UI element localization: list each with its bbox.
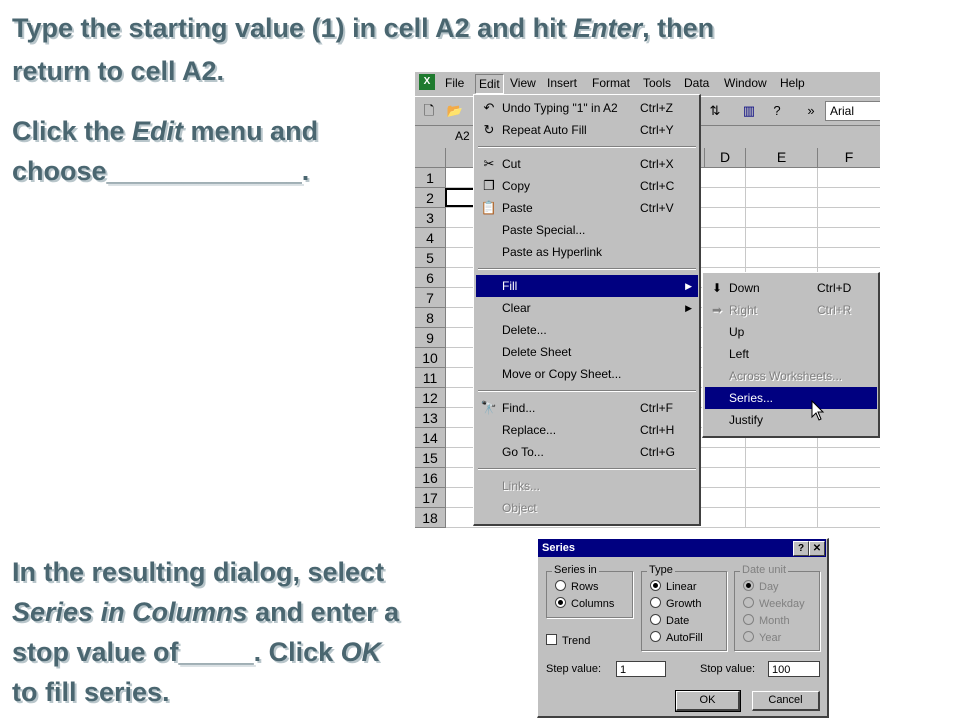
row-header[interactable]: 11 bbox=[415, 368, 446, 388]
menu-item-label: Delete Sheet bbox=[502, 345, 572, 359]
edit-menu-item[interactable] bbox=[476, 97, 698, 119]
radio-year[interactable] bbox=[743, 631, 781, 645]
radio-weekday[interactable] bbox=[743, 597, 805, 611]
menu-help[interactable]: Help bbox=[780, 76, 805, 90]
menu-edit[interactable]: Edit bbox=[475, 74, 504, 94]
row-header[interactable]: 17 bbox=[415, 488, 446, 508]
radio-icon bbox=[650, 631, 661, 642]
instruction-emphasis: Series in Columns bbox=[12, 597, 248, 627]
group-label: Type bbox=[649, 564, 673, 576]
radio-icon bbox=[650, 597, 661, 608]
instruction-emphasis: Edit bbox=[132, 116, 184, 146]
copy-icon: ❐ bbox=[483, 178, 495, 193]
active-cell-a2[interactable] bbox=[445, 188, 475, 207]
row-header[interactable]: 14 bbox=[415, 428, 446, 448]
ok-button[interactable]: OK bbox=[676, 691, 740, 711]
radio-icon bbox=[555, 580, 566, 591]
undo-icon: ↶ bbox=[483, 100, 495, 115]
instruction-text: Click the bbox=[12, 116, 133, 146]
fill-submenu-item[interactable] bbox=[705, 387, 877, 409]
series-dialog bbox=[537, 538, 829, 718]
menu-item-label: Justify bbox=[729, 413, 764, 427]
group-label: Date unit bbox=[742, 564, 787, 576]
stop-value-label: Stop value: bbox=[700, 663, 756, 675]
series-in-group bbox=[546, 564, 633, 618]
menu-bar bbox=[415, 72, 880, 94]
row-header[interactable]: 18 bbox=[415, 508, 446, 528]
step-value-label: Step value: bbox=[546, 663, 602, 675]
row-header[interactable]: 1 bbox=[415, 168, 446, 188]
menu-item-label: Go To... bbox=[502, 445, 544, 459]
edit-menu-item[interactable] bbox=[476, 275, 698, 297]
radio-linear[interactable] bbox=[650, 580, 697, 594]
fill-submenu-item[interactable] bbox=[705, 277, 877, 299]
radio-selected-icon bbox=[650, 580, 661, 591]
menu-data[interactable]: Data bbox=[684, 76, 710, 90]
menu-tools[interactable]: Tools bbox=[643, 76, 672, 90]
menu-view[interactable]: View bbox=[510, 76, 536, 90]
instruction-step-4-cont bbox=[12, 676, 170, 709]
option-label: Trend bbox=[562, 635, 591, 647]
option-label: Columns bbox=[571, 598, 615, 610]
menu-item-label: Down bbox=[729, 281, 760, 295]
radio-growth[interactable] bbox=[650, 597, 701, 611]
row-header[interactable]: 8 bbox=[415, 308, 446, 328]
dialog-title: Series bbox=[542, 542, 576, 554]
menu-item-label: Move or Copy Sheet... bbox=[502, 367, 622, 381]
menu-item-shortcut: Ctrl+C bbox=[640, 179, 675, 193]
fill-submenu-item[interactable] bbox=[705, 343, 877, 365]
row-header[interactable]: 3 bbox=[415, 208, 446, 228]
option-label: Linear bbox=[666, 581, 697, 593]
edit-menu-item[interactable] bbox=[476, 175, 698, 197]
row-header[interactable]: 6 bbox=[415, 268, 446, 288]
menu-item-label: Object bbox=[502, 501, 537, 515]
instruction-text: menu and bbox=[183, 116, 319, 146]
menu-item-shortcut: Ctrl+Z bbox=[640, 101, 673, 115]
option-label: Day bbox=[759, 581, 779, 593]
radio-columns[interactable] bbox=[555, 597, 614, 611]
menu-item-label: Right bbox=[729, 303, 758, 317]
instruction-text: and enter a bbox=[247, 597, 400, 627]
row-header[interactable]: 9 bbox=[415, 328, 446, 348]
menu-item-label: Delete... bbox=[502, 323, 547, 337]
submenu-arrow-icon: ▶ bbox=[685, 281, 692, 291]
font-name-box[interactable]: Arial bbox=[825, 101, 880, 121]
edit-menu-item[interactable] bbox=[476, 197, 698, 219]
menu-item-shortcut: Ctrl+H bbox=[640, 423, 675, 437]
menu-item-shortcut: Ctrl+G bbox=[640, 445, 676, 459]
scissors-icon: ✂ bbox=[483, 156, 495, 171]
option-label: Weekday bbox=[759, 598, 805, 610]
fill-submenu-item[interactable] bbox=[705, 409, 877, 431]
edit-menu-item[interactable] bbox=[476, 397, 698, 419]
fill-down-icon: ⬇ bbox=[711, 281, 723, 295]
edit-menu-item[interactable] bbox=[476, 319, 698, 341]
edit-menu-item[interactable] bbox=[476, 341, 698, 363]
radio-date[interactable] bbox=[650, 614, 689, 628]
mouse-cursor-icon bbox=[811, 400, 825, 422]
edit-menu-item[interactable] bbox=[476, 419, 698, 441]
radio-selected-icon bbox=[555, 597, 566, 608]
edit-menu-item[interactable] bbox=[476, 297, 698, 319]
help-icon[interactable]: ? bbox=[773, 103, 781, 118]
toolbar-options-icon[interactable]: » bbox=[807, 103, 815, 118]
radio-rows[interactable] bbox=[555, 580, 599, 594]
dialog-title-bar bbox=[538, 539, 826, 557]
option-label: Date bbox=[666, 615, 690, 627]
fill-submenu-item[interactable] bbox=[705, 299, 877, 321]
step-value-input[interactable]: 1 bbox=[616, 661, 666, 677]
date-unit-group bbox=[734, 564, 820, 651]
menu-item-shortcut: Ctrl+R bbox=[817, 303, 852, 317]
row-header[interactable]: 12 bbox=[415, 388, 446, 408]
column-header-d[interactable]: D bbox=[705, 148, 746, 168]
help-button[interactable]: ? bbox=[793, 541, 809, 556]
redo-icon: ↻ bbox=[483, 122, 495, 137]
instruction-text: , then bbox=[642, 13, 715, 43]
menu-item-label: Paste bbox=[502, 201, 533, 215]
menu-item-label: Across Worksheets... bbox=[729, 369, 843, 383]
row-header[interactable]: 10 bbox=[415, 348, 446, 368]
radio-icon bbox=[743, 597, 754, 608]
instruction-step-3 bbox=[12, 556, 384, 589]
edit-menu-item[interactable] bbox=[476, 219, 698, 241]
radio-day[interactable] bbox=[743, 580, 779, 594]
option-label: Month bbox=[759, 615, 790, 627]
open-folder-icon[interactable]: 📂 bbox=[446, 103, 464, 118]
stop-value-input[interactable]: 100 bbox=[768, 661, 820, 677]
menu-item-label: Replace... bbox=[502, 423, 557, 437]
edit-menu-dropdown bbox=[473, 94, 701, 526]
excel-logo-icon: X bbox=[419, 74, 435, 90]
row-header[interactable]: 13 bbox=[415, 408, 446, 428]
row-header[interactable]: 7 bbox=[415, 288, 446, 308]
edit-menu-item[interactable] bbox=[476, 363, 698, 385]
menu-item-shortcut: Ctrl+X bbox=[640, 157, 674, 171]
instruction-step-2-cont bbox=[12, 155, 309, 188]
column-header-e[interactable]: E bbox=[746, 148, 818, 168]
row-header[interactable]: 5 bbox=[415, 248, 446, 268]
menu-item-label: Cut bbox=[502, 157, 521, 171]
menu-item-label: Undo Typing "1" in A2 bbox=[502, 101, 618, 115]
menu-item-shortcut: Ctrl+V bbox=[640, 201, 674, 215]
radio-selected-icon bbox=[743, 580, 754, 591]
checkbox-icon bbox=[546, 634, 557, 645]
instruction-text: choose_____________. bbox=[12, 156, 310, 186]
row-header[interactable]: 4 bbox=[415, 228, 446, 248]
edit-menu-item[interactable] bbox=[476, 497, 698, 519]
instruction-text: stop value of_____. Click bbox=[12, 637, 341, 667]
sort-ascending-icon[interactable]: ⇅ bbox=[709, 103, 721, 118]
menu-item-label: Copy bbox=[502, 179, 531, 193]
close-button[interactable]: ✕ bbox=[809, 541, 825, 556]
submenu-arrow-icon: ▶ bbox=[685, 303, 692, 313]
menu-item-label: Paste as Hyperlink bbox=[502, 245, 603, 259]
edit-menu-item[interactable] bbox=[476, 241, 698, 263]
name-box[interactable]: A2 bbox=[455, 129, 470, 143]
edit-menu-item[interactable] bbox=[476, 153, 698, 175]
option-label: AutoFill bbox=[666, 632, 703, 644]
menu-item-shortcut: Ctrl+D bbox=[817, 281, 852, 295]
menu-window[interactable]: Window bbox=[724, 76, 767, 90]
menu-format[interactable]: Format bbox=[592, 76, 631, 90]
instruction-step-1 bbox=[12, 12, 932, 45]
trend-checkbox[interactable] bbox=[546, 634, 590, 648]
menu-item-label: Series... bbox=[729, 391, 774, 405]
menu-item-label: Clear bbox=[502, 301, 531, 315]
menu-item-label: Fill bbox=[502, 279, 518, 293]
column-header-f[interactable]: F bbox=[818, 148, 880, 168]
menu-item-label: Find... bbox=[502, 401, 536, 415]
instruction-emphasis: Enter bbox=[573, 13, 643, 43]
instruction-step-3-cont bbox=[12, 596, 399, 629]
instruction-step-2 bbox=[12, 115, 318, 148]
cancel-button[interactable]: Cancel bbox=[752, 691, 820, 711]
paste-icon: 📋 bbox=[480, 200, 498, 215]
radio-month[interactable] bbox=[743, 614, 790, 628]
row-header[interactable]: 2 bbox=[415, 188, 446, 208]
option-label: Year bbox=[759, 632, 782, 644]
menu-item-label: Left bbox=[729, 347, 750, 361]
instruction-text: to fill series. bbox=[12, 677, 170, 707]
radio-icon bbox=[743, 614, 754, 625]
excel-window bbox=[415, 72, 880, 528]
instruction-text: return to cell A2. bbox=[12, 56, 225, 86]
instruction-step-1-cont bbox=[12, 55, 224, 88]
group-label: Series in bbox=[554, 564, 597, 576]
menu-item-shortcut: Ctrl+F bbox=[640, 401, 673, 415]
menu-file[interactable]: File bbox=[445, 76, 465, 90]
row-header[interactable]: 16 bbox=[415, 468, 446, 488]
menu-item-label: Up bbox=[729, 325, 745, 339]
option-label: Rows bbox=[571, 581, 599, 593]
column-header-corner bbox=[415, 148, 446, 168]
row-header[interactable]: 15 bbox=[415, 448, 446, 468]
type-group bbox=[641, 564, 727, 651]
menu-insert[interactable]: Insert bbox=[547, 76, 578, 90]
radio-icon bbox=[650, 614, 661, 625]
chart-wizard-icon[interactable]: ▥ bbox=[742, 103, 756, 118]
edit-menu-item[interactable] bbox=[476, 119, 698, 141]
instruction-text: Type the starting value (1) in cell A2 and hit bbox=[12, 13, 574, 43]
instruction-emphasis: OK bbox=[340, 637, 382, 667]
fill-submenu bbox=[702, 272, 880, 438]
menu-item-label: Repeat Auto Fill bbox=[502, 123, 587, 137]
edit-menu-item[interactable] bbox=[476, 441, 698, 463]
menu-item-label: Links... bbox=[502, 479, 541, 493]
option-label: Growth bbox=[666, 598, 702, 610]
menu-item-shortcut: Ctrl+Y bbox=[640, 123, 674, 137]
fill-submenu-item[interactable] bbox=[705, 365, 877, 387]
instruction-step-4 bbox=[12, 636, 381, 669]
menu-item-label: Paste Special... bbox=[502, 223, 586, 237]
radio-icon bbox=[743, 631, 754, 642]
fill-submenu-item[interactable] bbox=[705, 321, 877, 343]
instruction-text: In the resulting dialog, select bbox=[12, 557, 385, 587]
fill-right-icon: ➡ bbox=[711, 303, 723, 317]
edit-menu-item[interactable] bbox=[476, 475, 698, 497]
binoculars-icon: 🔭 bbox=[480, 400, 498, 415]
radio-autofill[interactable] bbox=[650, 631, 703, 645]
new-document-icon[interactable]: 🗋 bbox=[423, 103, 435, 118]
